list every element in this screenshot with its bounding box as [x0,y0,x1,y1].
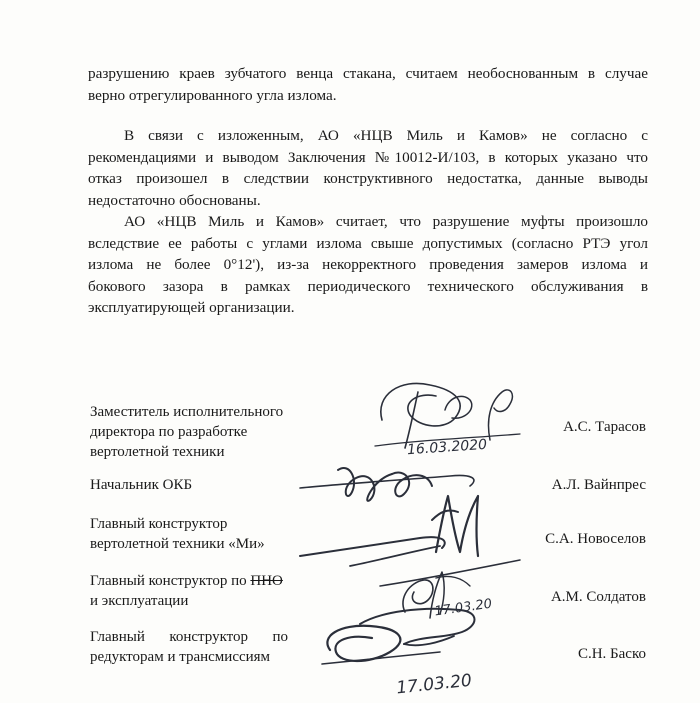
signatory-name: С.Н. Баско [577,646,646,662]
paragraph-line: бокового зазора в рамках периодического технического обслуживания в [88,277,648,295]
paragraph-line: разрушению краев зубчатого венца стакана, считаем необоснованным в случае [88,65,648,82]
role-line: редукторам и трансмиссиям [90,649,271,665]
role-line: директора по разработке [90,424,248,440]
handwritten-date-5: 17.03.20 [395,670,473,699]
role-line-text: Главный конструктор по [90,573,251,589]
signature-1 [375,383,520,458]
paragraph-line: недостаточно обоснованы. [88,191,261,209]
signatory-role [90,402,284,462]
paragraph-line: В связи с изложенным, АО «НЦВ Миль и Камов» не согласно с [124,127,648,144]
signatory-name: А.Л. Вайнпрес [551,477,646,493]
signatory-role [90,627,288,667]
role-line: Главный конструктор [90,516,228,532]
role-line: вертолетной техники [90,444,225,460]
paragraph-line: верно отрегулированного угла излома. [88,86,337,104]
paragraph-line: рекомендациями и выводом Заключения №10012-И/103, в которых указано что [88,148,648,166]
signatory-role [90,514,265,554]
paragraph-2 [88,125,648,211]
signatory-name: С.А. Новоселов [545,531,646,547]
handwritten-date-1: 16.03.2020 [406,436,488,459]
role-line [90,571,283,591]
signature-2 [300,468,474,501]
role-line: Заместитель исполнительного [90,404,284,420]
role-line: Начальник ОКБ [90,477,193,493]
paragraph-1 [88,63,648,106]
paragraph-line: АО «НЦВ Миль и Камов» считает, что разрушение муфты произошло [124,213,648,230]
signatory-role [90,571,283,611]
paragraph-line: вследствие ее работы с углами излома свыше допустимых (согласно РТЭ угол [88,234,648,252]
role-line: вертолетной техники «Ми» [90,536,265,552]
paragraph-3 [88,211,648,319]
signatory-name: А.С. Тарасов [563,419,646,435]
signature-3 [300,496,478,566]
role-line: Главный конструктор по [90,629,288,645]
handwritten-date-4: 17.03.20 [433,596,493,620]
paragraph-line: эксплуатирующей организации. [88,299,295,316]
signature-4 [380,560,520,620]
role-line: и эксплуатации [90,593,189,609]
paragraph-line: отказ произошел в следствии конструктивного недостатка, данные выводы [88,170,648,187]
signatory-name: А.М. Солдатов [550,589,646,605]
signature-5 [322,609,475,699]
signatory-role [90,475,192,495]
struck-abbreviation: ПНО [250,573,283,589]
paragraph-line: излома не более 0°12'), из-за некорректного проведения замеров излома и [88,256,648,273]
